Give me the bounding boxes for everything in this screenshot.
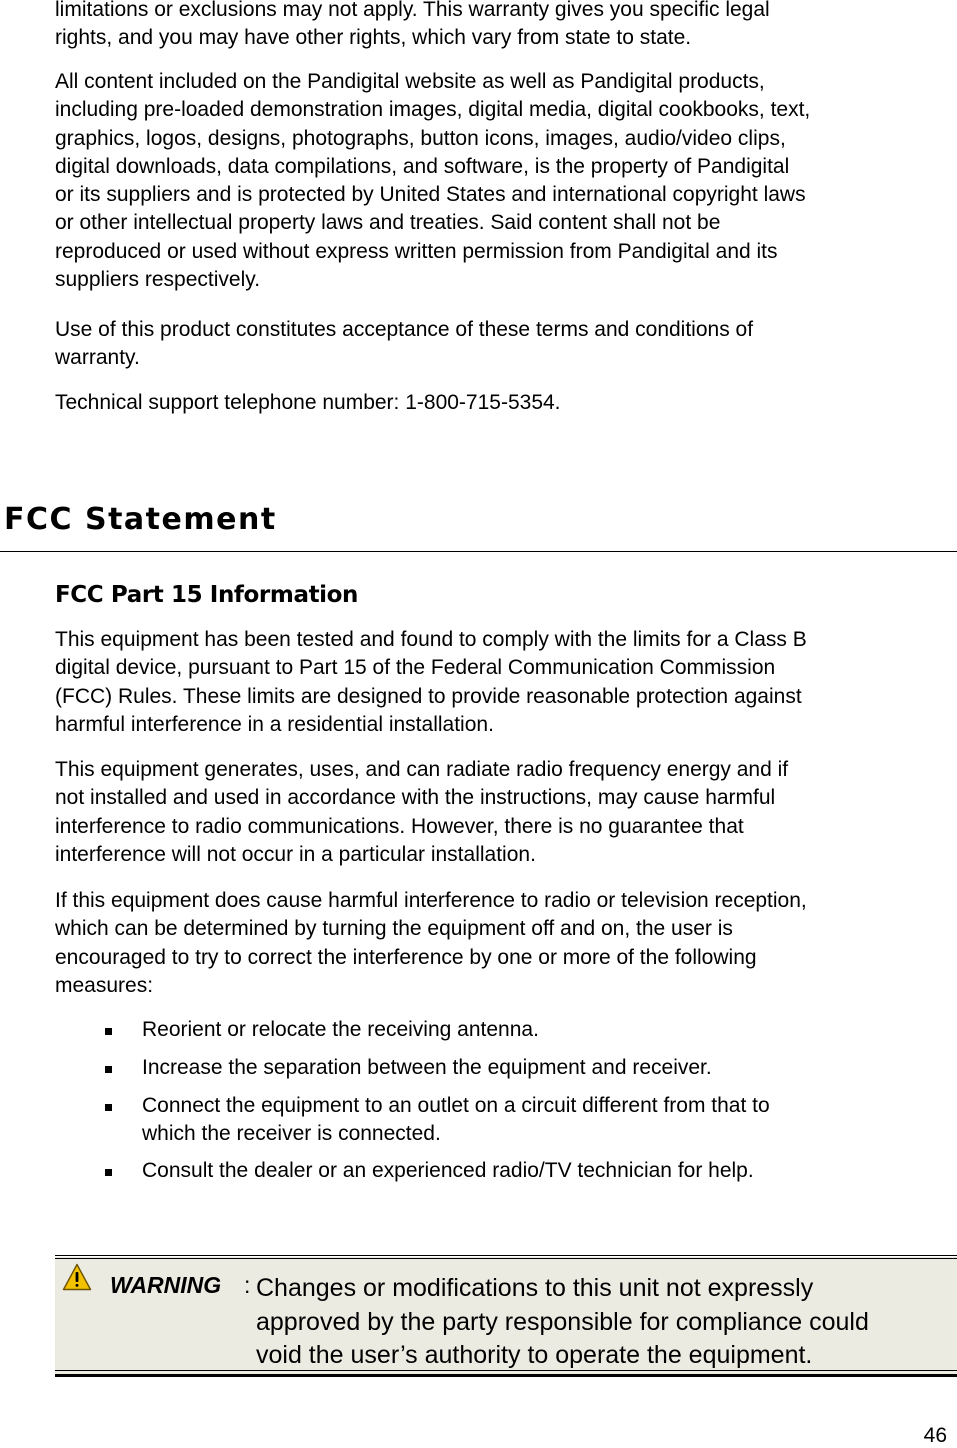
- text-line: warranty.: [55, 346, 140, 370]
- list-item: [142, 1016, 539, 1044]
- warning-colon: :: [244, 1272, 251, 1298]
- bullet-square-icon: [103, 1102, 115, 1114]
- text-line: Technical support telephone number: 1-800-715-5354.: [55, 391, 561, 414]
- support-phone-paragraph: [55, 389, 957, 417]
- text-line: encouraged to try to correct the interference by one or more of the following: [55, 945, 757, 969]
- warning-top-rule: [55, 1258, 957, 1259]
- intro-paragraph-1: [55, 0, 957, 53]
- warning-bottom-rule: [55, 1374, 957, 1377]
- text-line: which the receiver is connected.: [142, 1122, 441, 1146]
- text-line: (FCC) Rules. These limits are designed to provide reasonable protection against: [55, 684, 802, 708]
- text-line: If this equipment does cause harmful interference to radio or television reception,: [55, 889, 807, 912]
- text-line: which can be determined by turning the equipment off and on, the user is: [55, 917, 733, 941]
- bullet-square-icon: [103, 1026, 115, 1038]
- warning-top-rule: [55, 1255, 957, 1256]
- text-line: suppliers respectively.: [55, 268, 261, 292]
- bullet-square-icon: [103, 1167, 115, 1179]
- text-line: harmful interference in a residential installation.: [55, 712, 494, 736]
- subsection-heading: FCC Part 15 Information: [55, 582, 359, 608]
- text-line: graphics, logos, designs, photographs, button icons, images, audio/video clips,: [55, 126, 786, 150]
- fcc-paragraph-2: [55, 756, 957, 869]
- text-line: approved by the party responsible for compliance could: [256, 1307, 869, 1336]
- list-item: [142, 1054, 712, 1082]
- text-line: This equipment generates, uses, and can radiate radio frequency energy and if: [55, 758, 789, 781]
- page-number: 46: [923, 1424, 947, 1447]
- text-line: limitations or exclusions may not apply. This warranty gives you specific legal: [55, 0, 770, 21]
- fcc-paragraph-1: [55, 626, 957, 739]
- intro-paragraph-3: [55, 316, 957, 373]
- text-line: interference to radio communications. However, there is no guarantee that: [55, 814, 744, 838]
- section-heading: FCC Statement: [4, 502, 277, 537]
- text-line: reproduced or used without express written permission from Pandigital and its: [55, 239, 778, 263]
- text-line: void the user’s authority to operate the equipment.: [256, 1341, 813, 1369]
- text-line: or its suppliers and is protected by United States and international copyright laws: [55, 183, 806, 207]
- list-item: [142, 1157, 754, 1185]
- text-line: Consult the dealer or an experienced radio/TV technician for help.: [142, 1159, 754, 1182]
- text-line: Reorient or relocate the receiving antenna.: [142, 1018, 539, 1041]
- text-line: or other intellectual property laws and treaties. Said content shall not be: [55, 211, 721, 235]
- text-line: This equipment has been tested and found to comply with the limits for a Class B: [55, 628, 807, 651]
- text-line: All content included on the Pandigital website as well as Pandigital products,: [55, 70, 765, 93]
- heading-rule: [0, 551, 957, 552]
- text-line: Increase the separation between the equipment and receiver.: [142, 1056, 712, 1079]
- text-line: interference will not occur in a particular installation.: [55, 842, 536, 866]
- fcc-paragraph-3: [55, 887, 957, 1000]
- text-line: including pre-loaded demonstration images, digital media, digital cookbooks, text,: [55, 98, 811, 122]
- list-item: [142, 1092, 770, 1149]
- text-line: Changes or modifications to this unit not expressly: [256, 1274, 814, 1302]
- bullet-square-icon: [103, 1064, 115, 1076]
- warning-text: [256, 1272, 869, 1373]
- warning-triangle-icon: [62, 1263, 92, 1291]
- text-line: not installed and used in accordance with the instructions, may cause harmful: [55, 786, 776, 810]
- text-line: Connect the equipment to an outlet on a circuit different from that to: [142, 1094, 770, 1117]
- warning-label: WARNING: [110, 1272, 222, 1298]
- text-line: measures:: [55, 973, 154, 997]
- text-line: Use of this product constitutes acceptance of these terms and conditions of: [55, 318, 754, 341]
- text-line: digital device, pursuant to Part 15 of the Federal Communication Commission: [55, 656, 776, 680]
- intro-paragraph-2: [55, 68, 957, 294]
- text-line: digital downloads, data compilations, and software, is the property of Pandigital: [55, 154, 790, 178]
- text-line: rights, and you may have other rights, which vary from state to state.: [55, 26, 692, 50]
